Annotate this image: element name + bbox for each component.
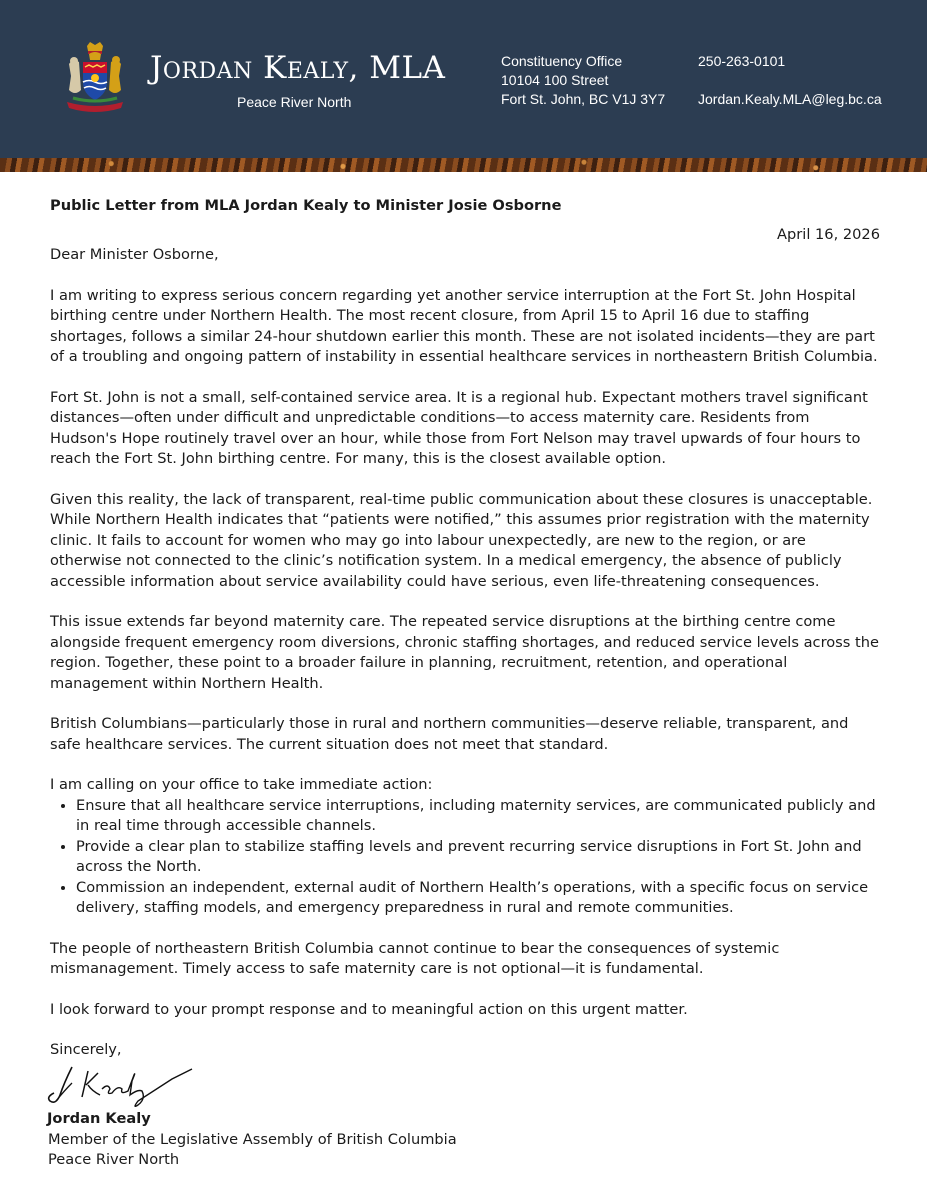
letter-subject: Public Letter from MLA Jordan Kealy to Minister Josie Osborne xyxy=(50,197,562,214)
riding-name: Peace River North xyxy=(237,94,352,110)
handwritten-signature xyxy=(42,1061,222,1109)
office-title: Constituency Office xyxy=(501,53,623,69)
paragraph: Given this reality, the lack of transparent, real-time public communication about these closures is unacceptable. While Northern Health indicates that “patients were notified,” this assumes prior registration with the maternity clinic. It fails to account for women who may go into labour unexpectedly, are new to the region, or are otherwise not connected to the clinic’s notification system. In a medical emergency, the absence of publicly accessible information about service availability could have serious, even life-threatening consequences. xyxy=(50,490,873,590)
contact-info xyxy=(698,52,882,109)
mla-name: Jordan Kealy, MLA xyxy=(150,50,446,86)
list-item: • Commission an independent, external audit of Northern Health’s operations, with a specific focus on service delivery, staffing models, and emergency preparedness in rural and remote communities. xyxy=(76,878,880,919)
valediction: Sincerely, xyxy=(50,1041,122,1058)
office-street: 10104 100 Street xyxy=(501,72,609,88)
action-intro: I am calling on your office to take immediate action: xyxy=(50,776,433,793)
signer-riding: Peace River North xyxy=(48,1151,180,1168)
salutation: Dear Minister Osborne, xyxy=(50,246,219,263)
closing-paragraph: I look forward to your prompt response and to meaningful action on this urgent matter. xyxy=(50,1000,688,1018)
paragraph: British Columbians—particularly those in rural and northern communities—deserve reliable, transparent, and safe healthcare services. The current situation does not meet that standard. xyxy=(50,715,849,753)
paragraph: Fort St. John is not a small, self-contained service area. It is a regional hub. Expectant mothers travel significant distances—often under difficult and unpredictable conditions—to access maternity care. Residents from Hudson's Hope routinely travel over an hour, while those from Fort Nelson may travel upwards of four hours to reach the Fort St. John birthing centre. For many, this is the closest available option. xyxy=(50,388,868,467)
office-city: Fort St. John, BC V1J 3Y7 xyxy=(501,91,666,107)
signer-name: Jordan Kealy xyxy=(47,1110,151,1127)
decorative-band xyxy=(0,158,927,172)
bc-coat-of-arms-icon xyxy=(57,40,133,116)
letter-body xyxy=(47,196,880,1171)
list-item: • Provide a clear plan to stabilize staffing levels and prevent recurring service disruptions in Fort St. John and across the North. xyxy=(76,837,880,878)
action-list xyxy=(50,796,880,919)
closing-paragraph: The people of northeastern British Columbia cannot continue to bear the consequences of systemic mismanagement. Timely access to safe maternity care is not optional—it is fundamental. xyxy=(50,939,780,977)
paragraph: I am writing to express serious concern regarding yet another service interruption at the Fort St. John Hospital birthing centre under Northern Health. The most recent closure, from April 15 to April 16 due to staffing shortages, follows a similar 24-hour shutdown earlier this month. These are not isolated incidents—they are part of a troubling and ongoing pattern of instability in essential healthcare services in northeastern British Columbia. xyxy=(50,286,878,365)
signer-title: Member of the Legislative Assembly of British Columbia xyxy=(48,1130,457,1148)
paragraph: This issue extends far beyond maternity care. The repeated service disruptions at the birthing centre come alongside frequent emergency room diversions, chronic staffing shortages, and reduced service levels across the region. Together, these point to a broader failure in planning, recruitment, retention, and operational management within Northern Health. xyxy=(50,613,879,692)
letter-date: April 16, 2026 xyxy=(777,225,880,243)
letterhead xyxy=(0,0,927,158)
constituency-office-address xyxy=(501,52,665,109)
email-address[interactable]: Jordan.Kealy.MLA@leg.bc.ca xyxy=(698,91,882,107)
list-item: • Ensure that all healthcare service interruptions, including maternity services, are communicated publicly and in real time through accessible channels. xyxy=(76,796,880,837)
phone-number[interactable]: 250-263-0101 xyxy=(698,53,786,69)
